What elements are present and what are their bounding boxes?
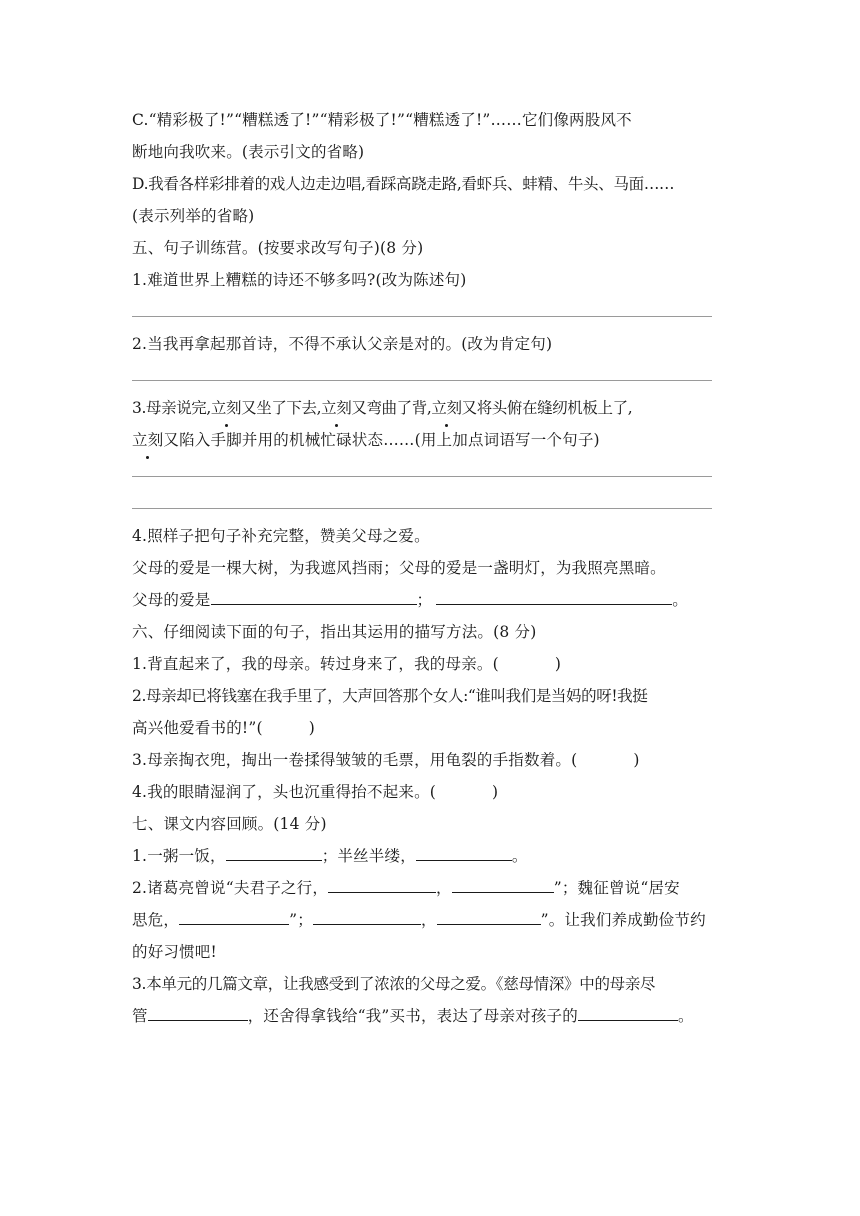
sec7-question-1: 1.一粥一饭， ；半丝半缕， 。 [132,840,716,872]
dotted-word: 立刻 [132,424,163,456]
answer-line[interactable] [132,488,716,520]
fill-blank[interactable] [148,1002,248,1021]
option-c-line2: 断地向我吹来。(表示引文的省略) [132,143,365,161]
sec7-question-2-line2: 思危， ”； ， ”。让我们养成勤俭节约 [132,904,716,936]
option-c-line1: C.“精彩极了!”“糟糕透了!”“精彩极了!”“糟糕透了!”……它们像两股风不 [132,111,632,129]
sec6-question-2-line2: 高兴他爱看书的!”( ) [132,719,315,737]
sec5-question-3-line1: 3.母亲说完,立刻又坐了下去,立刻又弯曲了背,立刻又将头俯在缝纫机板上了, [132,392,716,424]
fill-blank[interactable] [578,1002,678,1021]
fill-blank[interactable] [226,842,322,861]
answer-line[interactable] [132,296,716,328]
answer-line[interactable] [132,456,716,488]
section-6-heading: 六、仔细阅读下面的句子，指出其运用的描写方法。(8 分) [132,623,537,641]
sec6-question-4: 4.我的眼睛湿润了，头也沉重得抬不起来。( ) [132,783,499,801]
dotted-word: 立刻 [321,392,351,424]
worksheet-page [132,104,716,1032]
dotted-word: 立刻 [211,392,241,424]
sec5-question-2: 2.当我再拿起那首诗，不得不承认父亲是对的。(改为肯定句) [132,335,553,353]
sec5-question-4-title: 4.照样子把句子补充完整，赞美父母之爱。 [132,527,430,545]
sec5-question-4-example: 父母的爱是一棵大树，为我遮风挡雨；父母的爱是一盏明灯，为我照亮黑暗。 [132,559,666,577]
option-d-line2: (表示列举的省略) [132,207,255,225]
sec7-question-3-line2: 管 ，还舍得拿钱给“我”买书，表达了母亲对孩子的 。 [132,1000,716,1032]
sec7-question-3-line1: 3.本单元的几篇文章，让我感受到了浓浓的父母之爱。《慈母情深》中的母亲尽 [132,975,656,993]
sec5-question-4-fill: 父母的爱是 ； 。 [132,584,716,616]
answer-line[interactable] [132,360,716,392]
fill-blank[interactable] [328,874,436,893]
section-7-heading: 七、课文内容回顾。(14 分) [132,815,327,833]
fill-blank[interactable] [313,906,421,925]
sec7-question-2-line1: 2.诸葛亮曾说“夫君子之行， ， ”；魏征曾说“居安 [132,872,716,904]
fill-blank[interactable] [436,586,672,605]
sec5-question-1: 1.难道世界上糟糕的诗还不够多吗?(改为陈述句) [132,271,467,289]
fill-blank[interactable] [437,906,541,925]
fill-blank[interactable] [179,906,289,925]
sec7-question-2-line3: 的好习惯吧! [132,943,217,961]
dotted-word: 立刻 [431,392,461,424]
option-d-line1: D.我看各样彩排着的戏人边走边唱,看踩高跷走路,看虾兵、蚌精、牛头、马面…… [132,175,675,193]
section-5-heading: 五、句子训练营。(按要求改写句子)(8 分) [132,239,424,257]
sec6-question-3: 3.母亲掏衣兜，掏出一卷揉得皱皱的毛票，用龟裂的手指数着。( ) [132,751,640,769]
fill-blank[interactable] [416,842,512,861]
sec6-question-1: 1.背直起来了，我的母亲。转过身来了，我的母亲。( ) [132,655,562,673]
fill-blank[interactable] [211,586,417,605]
sec6-question-2-line1: 2.母亲却已将钱塞在我手里了，大声回答那个女人:“谁叫我们是当妈的呀!我挺 [132,687,648,705]
sec5-question-3-line2: 立刻又陷入手脚并用的机械忙碌状态……(用上加点词语写一个句子) [132,424,716,456]
fill-blank[interactable] [452,874,554,893]
